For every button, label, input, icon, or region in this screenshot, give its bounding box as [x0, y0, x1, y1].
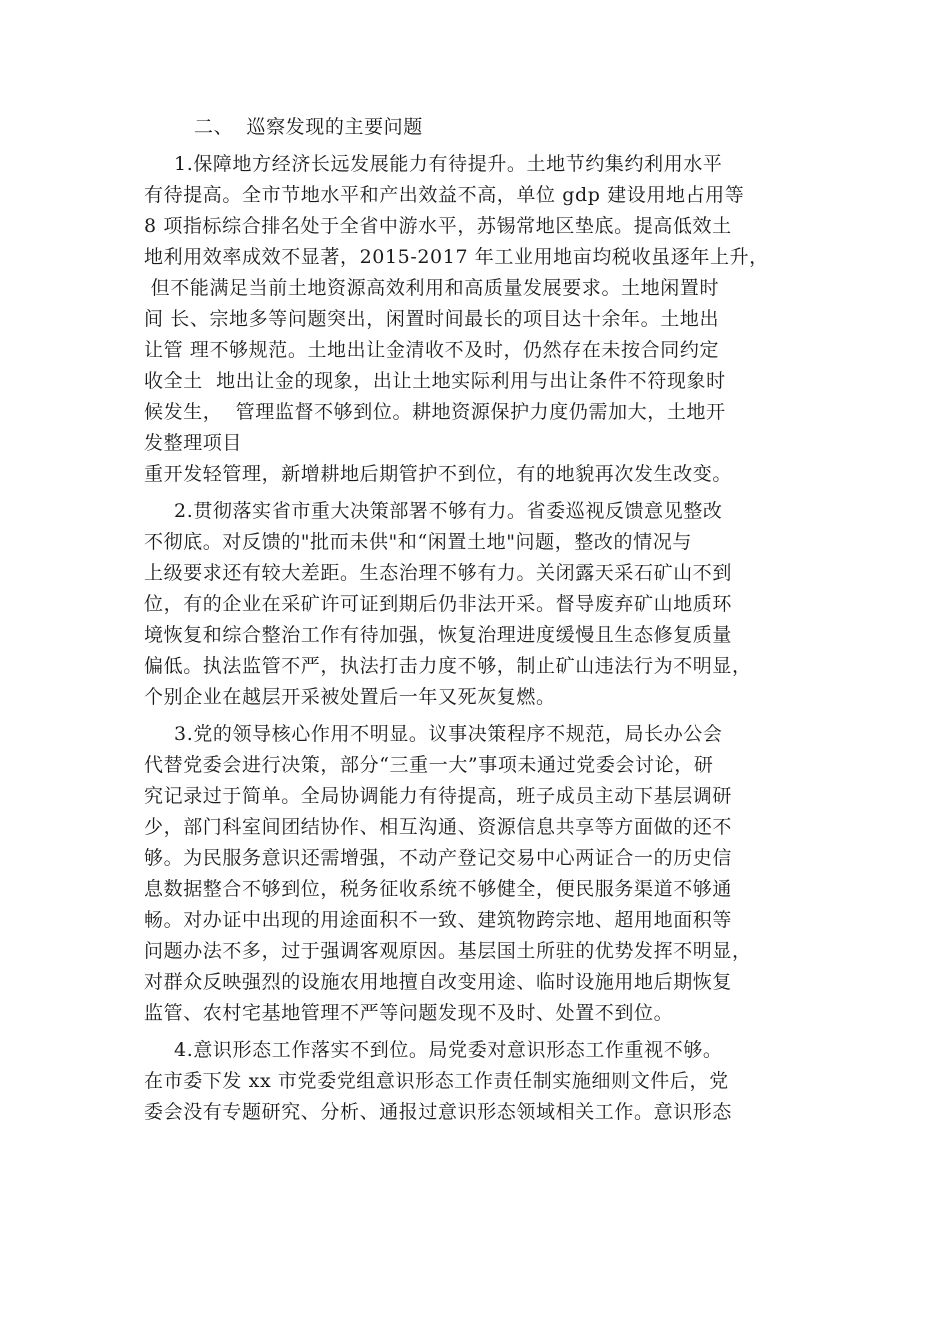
paragraph-line: 有待提高。全市节地水平和产出效益不高，单位 gdp 建设用地占用等 [144, 184, 745, 206]
paragraph-line: 对群众反映强烈的设施农用地擅自改变用途、临时设施用地后期恢复 [144, 971, 733, 993]
paragraph-line: 3.党的领导核心作用不明显。议事决策程序不规范，局长办公会 [174, 723, 723, 745]
paragraph-line: 究记录过于简单。全局协调能力有待提高，班子成员主动下基层调研 [144, 785, 733, 807]
paragraph-line: 委会没有专题研究、分析、通报过意识形态领域相关工作。意识形态 [144, 1101, 733, 1123]
paragraph-line: 少，部门科室间团结协作、相互沟通、资源信息共享等方面做的还不 [144, 816, 733, 838]
paragraph-2 [144, 496, 808, 713]
paragraph-line: 偏低。执法监管不严，执法打击力度不够，制止矿山违法行为不明显， [144, 655, 752, 677]
document-page [144, 112, 808, 1128]
paragraph-line: 收全土 地出让金的现象，出让土地实际利用与出让条件不符现象时 [144, 370, 726, 392]
paragraph-line: 候发生， 管理监督不够到位。耕地资源保护力度仍需加大，土地开 [144, 401, 726, 423]
paragraph-line: 8 项指标综合排名处于全省中游水平，苏锡常地区垫底。提高低效土 [144, 215, 732, 237]
paragraph-line: 发整理项目 [144, 432, 243, 454]
paragraph-1 [144, 149, 808, 490]
paragraph-line: 在市委下发 xx 市党委党组意识形态工作责任制实施细则文件后，党 [144, 1070, 729, 1092]
paragraph-line: 问题办法不多，过于强调客观原因。基层国土所驻的优势发挥不明显， [144, 940, 752, 962]
paragraph-line: 让管 理不够规范。土地出让金清收不及时，仍然存在未按合同约定 [144, 339, 720, 361]
paragraph-line: 个别企业在越层开采被处置后一年又死灰复燃。 [144, 686, 556, 708]
paragraph-line: 代替党委会进行决策，部分“三重一大”事项未通过党委会讨论，研 [144, 754, 714, 776]
paragraph-line: 境恢复和综合整治工作有待加强，恢复治理进度缓慢且生态修复质量 [144, 624, 733, 646]
paragraph-line: 但不能满足当前土地资源高效利用和高质量发展要求。土地闲置时 [144, 277, 720, 299]
paragraph-line: 4.意识形态工作落实不到位。局党委对意识形态工作重视不够。 [174, 1039, 723, 1061]
paragraph-4 [144, 1035, 808, 1128]
section-heading: 二、 巡察发现的主要问题 [194, 116, 423, 138]
paragraph-line: 上级要求还有较大差距。生态治理不够有力。关闭露天采石矿山不到 [144, 562, 733, 584]
paragraph-line: 监管、农村宅基地管理不严等问题发现不及时、处置不到位。 [144, 1002, 674, 1024]
paragraph-line: 1.保障地方经济长远发展能力有待提升。土地节约集约利用水平 [174, 153, 723, 175]
paragraph-line: 不彻底。对反馈的"批而未供"和“闲置土地"问题，整改的情况与 [144, 531, 692, 553]
paragraph-line: 息数据整合不够到位，税务征收系统不够健全，便民服务渠道不够通 [144, 878, 733, 900]
paragraph-line: 2.贯彻落实省市重大决策部署不够有力。省委巡视反馈意见整改 [174, 500, 723, 522]
paragraph-line: 重开发轻管理，新增耕地后期管护不到位，有的地貌再次发生改变。 [144, 463, 733, 485]
paragraph-3 [144, 719, 808, 1029]
paragraph-line: 畅。对办证中出现的用途面积不一致、建筑物跨宗地、超用地面积等 [144, 909, 733, 931]
paragraph-line: 地利用效率成效不显著，2015-2017 年工业用地亩均税收虽逐年上升， [144, 246, 769, 268]
paragraph-line: 间 长、宗地多等问题突出，闲置时间最长的项目达十余年。土地出 [144, 308, 720, 330]
paragraph-line: 够。为民服务意识还需增强，不动产登记交易中心两证合一的历史信 [144, 847, 733, 869]
paragraph-line: 位，有的企业在采矿许可证到期后仍非法开采。督导废弃矿山地质环 [144, 593, 733, 615]
